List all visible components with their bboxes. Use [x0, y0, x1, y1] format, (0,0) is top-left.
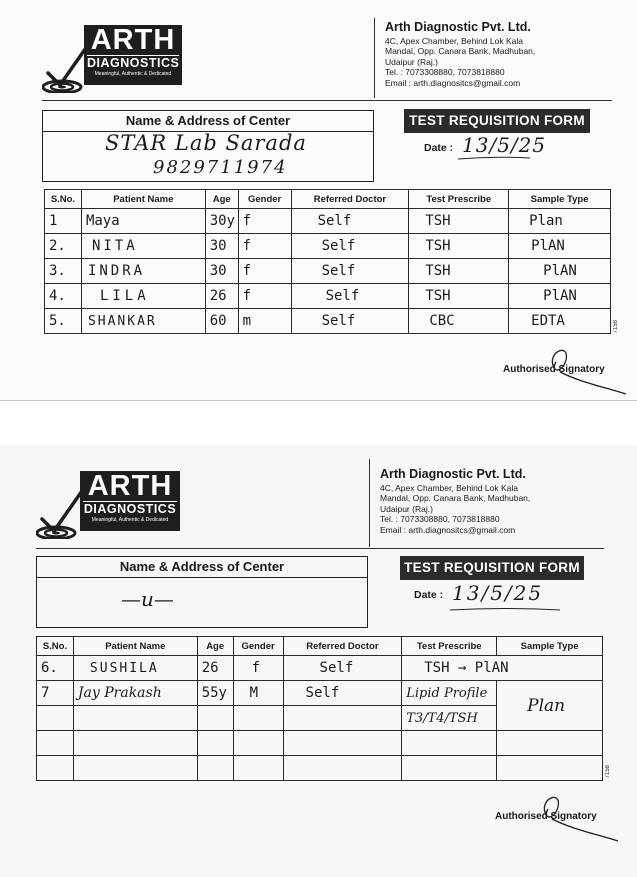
row-doctor: Self [291, 309, 409, 334]
date-underline [458, 155, 530, 161]
center-heading: Name & Address of Center [37, 557, 367, 578]
row-test: TSH [409, 259, 509, 284]
date-value: 13/5/25 [452, 581, 544, 605]
row-age: 30 [205, 259, 238, 284]
row-gender [233, 706, 283, 731]
row-gender: f [238, 209, 291, 234]
logo-box [84, 25, 182, 85]
col-patient-name: Patient Name [73, 637, 197, 656]
row-age [197, 706, 233, 731]
form-title: TEST REQUISITION FORM [400, 556, 584, 580]
row-age: 30 [205, 234, 238, 259]
col-gender: Gender [233, 637, 283, 656]
row-doctor: Self [291, 234, 409, 259]
date-label: Date : [424, 142, 454, 154]
row-sno: 6. [37, 656, 74, 681]
date-label: Date : [414, 589, 444, 601]
table-row [45, 234, 611, 259]
requisition-form-bottom [0, 445, 637, 877]
row-doctor: Self [291, 209, 409, 234]
row-patient-name [73, 706, 197, 731]
form-title: TEST REQUISITION FORM [404, 109, 590, 133]
address-line-3: Udaipur (Raj.) [380, 503, 433, 514]
logo-word: ARTH [87, 470, 173, 502]
row-test: TSH [409, 209, 509, 234]
row-sno: 3. [45, 259, 82, 284]
address-line-3: Udaipur (Raj.) [385, 56, 438, 67]
logo-subword: DIAGNOSTICS [87, 56, 180, 70]
row-sno [37, 731, 74, 756]
center-heading: Name & Address of Center [43, 111, 373, 132]
row-patient-name: NITA [81, 234, 205, 259]
row-test: TSH → PlAN [402, 656, 603, 681]
logo-subword: DIAGNOSTICS [83, 502, 177, 516]
row-doctor: Self [291, 284, 409, 309]
header-rule [42, 100, 612, 101]
col-sample-type: Sample Type [497, 637, 603, 656]
row-gender [233, 731, 283, 756]
row-doctor [283, 731, 402, 756]
row-patient-name [73, 756, 197, 781]
row-patient-name [73, 731, 197, 756]
side-code: 7158 [605, 765, 611, 779]
row-gender: M [233, 681, 283, 706]
row-gender: f [238, 284, 291, 309]
row-sample: EDTA [509, 309, 611, 334]
arth-logo [42, 25, 192, 91]
row-test: TSH [409, 234, 509, 259]
col-sno: S.No. [45, 190, 82, 209]
logo-box [80, 471, 180, 531]
row-gender: f [233, 656, 283, 681]
row-age [197, 731, 233, 756]
center-box [36, 556, 368, 628]
table-header-row [45, 190, 611, 209]
row-gender [233, 756, 283, 781]
row-gender: f [238, 259, 291, 284]
side-code: 7158 [613, 320, 619, 334]
col-age: Age [197, 637, 233, 656]
row-sample: PlAN [509, 234, 611, 259]
row-test [402, 731, 497, 756]
row-sample [497, 731, 603, 756]
authorised-signatory: Authorised Signatory [495, 811, 597, 822]
row-doctor [283, 706, 402, 731]
col-age: Age [205, 190, 238, 209]
row-gender: f [238, 234, 291, 259]
signature-mark [540, 342, 630, 398]
col-test-prescribe: Test Prescribe [409, 190, 509, 209]
center-mark: —u— [121, 587, 174, 611]
row-test: CBC [409, 309, 509, 334]
table-row [37, 756, 603, 781]
email: Email : arth.diagnositcs@gmail.com [385, 77, 521, 88]
header-rule [36, 548, 604, 549]
row-patient-name: Maya [81, 209, 205, 234]
date-value: 13/5/25 [462, 133, 547, 157]
arth-logo [36, 471, 186, 537]
authorised-signatory: Authorised Signatory [503, 364, 605, 375]
table-row [37, 656, 603, 681]
row-sample: PlAN [509, 259, 611, 284]
signature-mark [532, 789, 622, 845]
company-name: Arth Diagnostic Pvt. Ltd. [380, 467, 526, 481]
row-doctor: Self [291, 259, 409, 284]
table-row [37, 731, 603, 756]
logo-tagline: Meaningful, Authentic & Dedicated [94, 71, 172, 77]
address-line-2: Mandal, Opp. Canara Bank, Madhuban, [380, 493, 531, 504]
row-sno: 1 [45, 209, 82, 234]
table-header-row [37, 637, 603, 656]
table-row [45, 309, 611, 334]
row-sno: 5. [45, 309, 82, 334]
center-name: STAR Lab Sarada [105, 131, 307, 155]
row-gender: m [238, 309, 291, 334]
address-line-2: Mandal, Opp. Canara Bank, Madhuban, [385, 46, 536, 57]
row-sno [37, 706, 74, 731]
header-divider [369, 459, 370, 547]
col-test-prescribe: Test Prescribe [402, 637, 497, 656]
telephone: Tel. : 7073308880, 7073818880 [380, 514, 500, 525]
row-age: 60 [205, 309, 238, 334]
row-patient-name: LILA [81, 284, 205, 309]
logo-tagline: Meaningful, Authentic & Dedicated [91, 517, 169, 523]
row-sno: 2. [45, 234, 82, 259]
company-address [380, 465, 570, 535]
col-referred-doctor: Referred Doctor [283, 637, 402, 656]
target-check-logo-icon [42, 43, 90, 93]
target-check-logo-icon [36, 489, 84, 539]
row-patient-name: SUSHILA [73, 656, 197, 681]
table-row [45, 284, 611, 309]
logo-word: ARTH [90, 24, 176, 56]
row-doctor: Self [283, 681, 402, 706]
row-patient-name: INDRA [81, 259, 205, 284]
page-gap [0, 400, 637, 446]
row-sample [497, 756, 603, 781]
date-underline [450, 605, 560, 613]
row-age: 26 [205, 284, 238, 309]
row-age: 26 [197, 656, 233, 681]
table-row [45, 209, 611, 234]
row-sample: Plan [509, 209, 611, 234]
row-test: Lipid Profile [402, 681, 497, 706]
col-sample-type: Sample Type [509, 190, 611, 209]
requisition-form-top [0, 0, 637, 400]
row-doctor [283, 756, 402, 781]
row-test: TSH [409, 284, 509, 309]
table-row [45, 259, 611, 284]
row-age: 55y [197, 681, 233, 706]
email: Email : arth.diagnositcs@gmail.com [380, 524, 516, 535]
center-box [42, 110, 374, 182]
row-sno: 4. [45, 284, 82, 309]
row-sno [37, 756, 74, 781]
row-sno: 7 [37, 681, 74, 706]
row-sample: Plan [497, 681, 603, 731]
row-sample: PlAN [509, 284, 611, 309]
table-row [37, 681, 603, 706]
row-age [197, 756, 233, 781]
patient-table [36, 636, 603, 781]
center-phone: 9829711974 [153, 157, 288, 178]
row-test: T3/T4/TSH [402, 706, 497, 731]
row-doctor: Self [283, 656, 402, 681]
row-patient-name: Jay Prakash [73, 681, 197, 706]
row-test [402, 756, 497, 781]
company-address [385, 18, 575, 88]
address-line-1: 4C, Apex Chamber, Behind Lok Kala [385, 36, 523, 46]
company-name: Arth Diagnostic Pvt. Ltd. [385, 20, 531, 34]
address-line-1: 4C, Apex Chamber, Behind Lok Kala [380, 483, 518, 493]
header-divider [374, 18, 375, 98]
col-patient-name: Patient Name [81, 190, 205, 209]
col-sno: S.No. [37, 637, 74, 656]
telephone: Tel. : 7073308880, 7073818880 [385, 67, 505, 78]
col-referred-doctor: Referred Doctor [291, 190, 409, 209]
row-patient-name: SHANKAR [81, 309, 205, 334]
row-age: 30y [205, 209, 238, 234]
col-gender: Gender [238, 190, 291, 209]
patient-table [44, 189, 611, 334]
